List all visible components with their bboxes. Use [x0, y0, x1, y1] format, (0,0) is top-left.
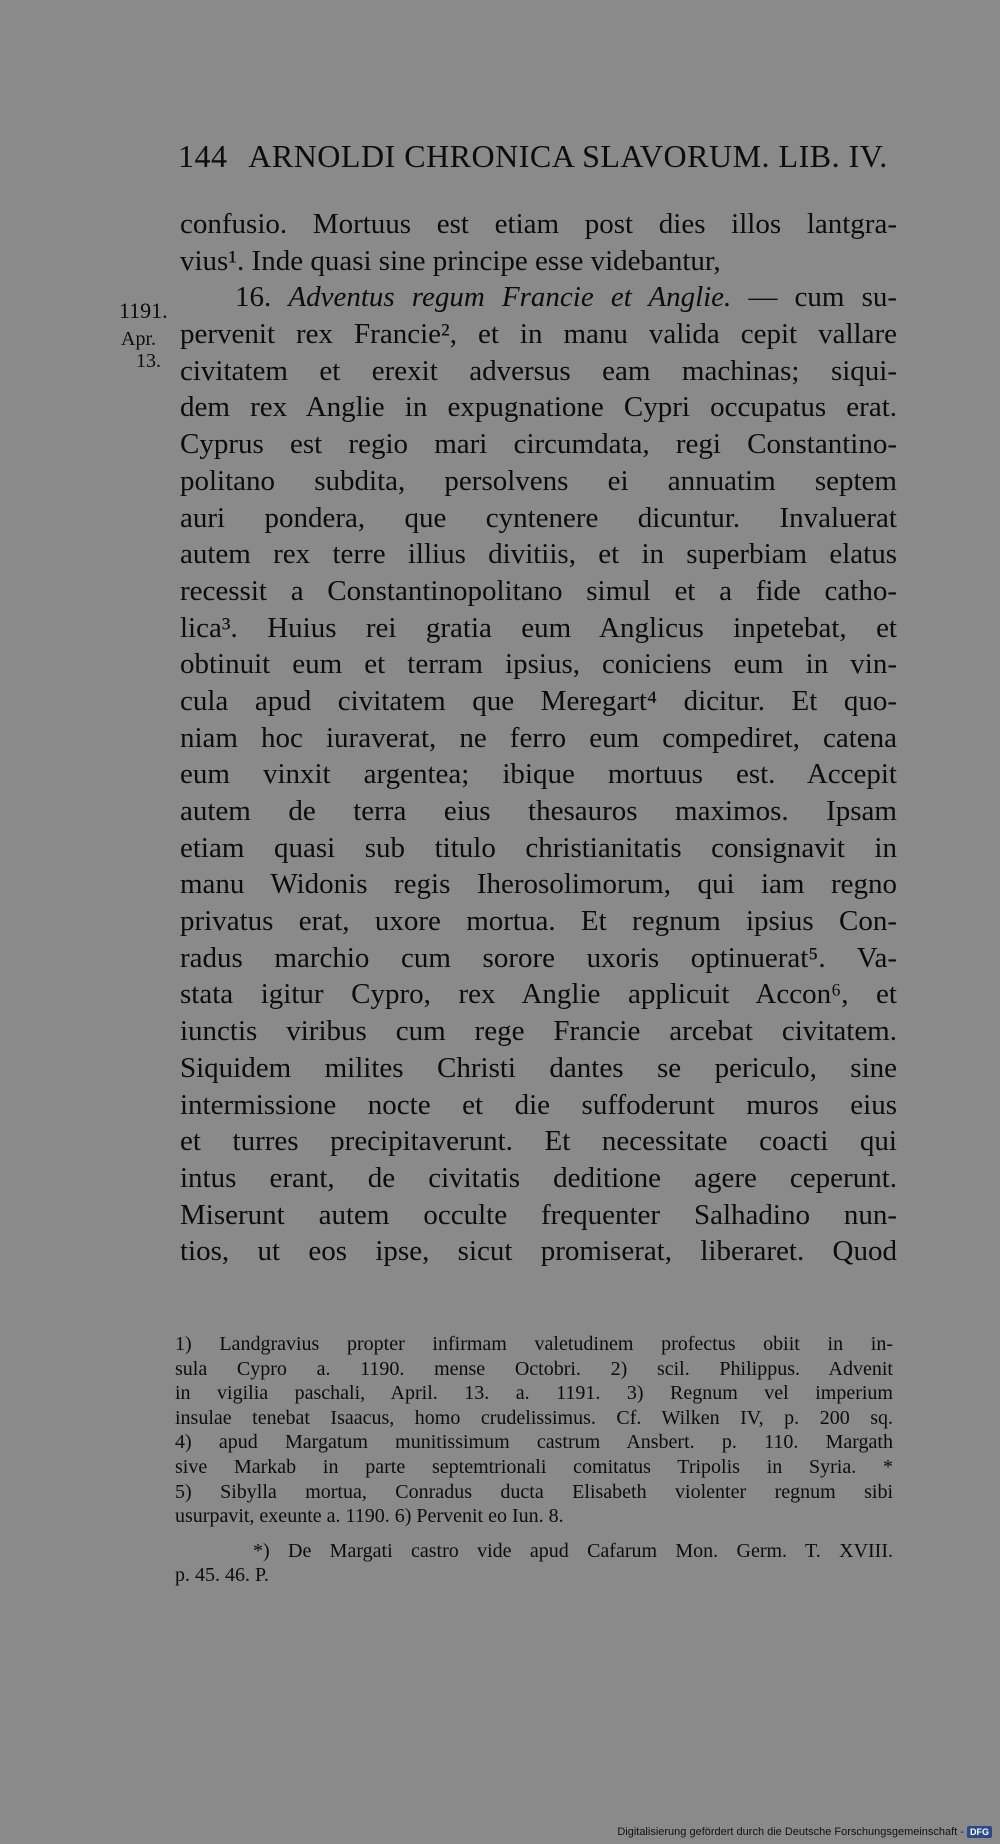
- text-line: confusio. Mortuus est etiam post dies illos lantgra-: [180, 208, 897, 240]
- section-number: 16.: [235, 281, 272, 314]
- text-line: etiam quasi sub titulo christianitatis consignavit in: [180, 831, 897, 864]
- text-line: cula apud civitatem que Meregart⁴ dicitur. Et quo-: [180, 684, 897, 717]
- digitization-credit: [617, 1826, 992, 1838]
- section-continuation: — cum su-: [748, 281, 898, 314]
- running-header: [178, 138, 902, 175]
- text-line: radus marchio cum sorore uxoris optinuerat⁵. Va-: [180, 941, 897, 974]
- footnote-line: 5) Sibylla mortua, Conradus ducta Elisabeth violenter regnum sibi: [175, 1480, 893, 1503]
- main-text: [180, 206, 897, 1270]
- text-line: stata igitur Cypro, rex Anglie applicuit Accon⁶, et: [180, 978, 897, 1011]
- footnote-line: 1) Landgravius propter infirmam valetudinem profectus obiit in in-: [175, 1333, 893, 1355]
- text-line: niam hoc iuraverat, ne ferro eum compediret, catena: [180, 721, 897, 754]
- text-line: autem rex terre illius divitiis, et in superbiam elatus: [180, 538, 897, 571]
- text-line: obtinuit eum et terram ipsius, coniciens eum in vin-: [180, 648, 897, 681]
- footnote-line: in vigilia paschali, April. 13. a. 1191. 3) Regnum vel imperium: [175, 1382, 893, 1405]
- text-line: intus erant, de civitatis deditione agere ceperunt.: [180, 1161, 897, 1194]
- margin-year: 1191.: [119, 298, 168, 323]
- text-line: eum vinxit argentea; ibique mortuus est. Accepit: [180, 758, 897, 791]
- text-line: politano subdita, persolvens ei annuatim septem: [180, 464, 897, 497]
- text-line: Miserunt autem occulte frequenter Salhadino nun-: [180, 1198, 897, 1231]
- editor-note-line: p. 45. 46. P.: [175, 1564, 269, 1587]
- text-line: privatus erat, uxore mortua. Et regnum ipsius Con-: [180, 905, 897, 938]
- footnote-line: 4) apud Margatum munitissimum castrum Ansbert. p. 110. Margath: [175, 1431, 893, 1454]
- text-line: civitatem et erexit adversus eam machinas; siqui-: [180, 354, 897, 387]
- margin-month: Apr.: [121, 328, 156, 350]
- text-line: vius¹. Inde quasi sine principe esse videbantur,: [180, 244, 721, 277]
- text-line: Cyprus est regio mari circumdata, regi Constantino-: [180, 428, 897, 461]
- footnotes: [175, 1332, 893, 1588]
- footnote-line: usurpavit, exeunte a. 1190. 6) Pervenit eo Iun. 8.: [175, 1505, 564, 1528]
- text-line: recessit a Constantinopolitano simul et a fide catho-: [180, 574, 897, 607]
- text-line: manu Widonis regis Iherosolimorum, qui iam regno: [180, 868, 897, 901]
- text-line: auri pondera, que cyntenere dicuntur. Invaluerat: [180, 501, 897, 534]
- footnote-line: sive Markab in parte septemtrionali comitatus Tripolis in Syria. *: [175, 1455, 893, 1478]
- section-title: Adventus regum Francie et Anglie.: [288, 281, 732, 314]
- text-line: Siquidem milites Christi dantes se periculo, sine: [180, 1051, 897, 1084]
- text-line: dem rex Anglie in expugnatione Cypri occupatus erat.: [180, 391, 897, 424]
- editor-note-line: *) De Margati castro vide apud Cafarum Mon. Germ. T. XVIII.: [253, 1539, 893, 1562]
- section-heading-line: [180, 279, 897, 316]
- text-line: iunctis viribus cum rege Francie arcebat civitatem.: [180, 1015, 897, 1048]
- dfg-logo-icon: DFG: [967, 1826, 992, 1838]
- footnote-line: sula Cypro a. 1190. mense Octobri. 2) scil. Philippus. Advenit: [175, 1357, 893, 1380]
- page-number: 144: [178, 138, 228, 174]
- margin-day: 13.: [136, 350, 161, 372]
- running-title: ARNOLDI CHRONICA SLAVORUM. LIB. IV.: [248, 138, 888, 174]
- text-line: pervenit rex Francie², et in manu valida cepit vallare: [180, 318, 897, 351]
- text-line: autem de terra eius thesauros maximos. Ipsam: [180, 795, 897, 827]
- text-line: et turres precipitaverunt. Et necessitate coacti qui: [180, 1125, 897, 1158]
- text-line: tios, ut eos ipse, sicut promiserat, liberaret. Quod: [180, 1235, 897, 1268]
- footnote-line: insulae tenebat Isaacus, homo crudelissimus. Cf. Wilken IV, p. 200 sq.: [175, 1406, 893, 1429]
- text-line: lica³. Huius rei gratia eum Anglicus inpetebat, et: [180, 611, 897, 644]
- digitization-note: Digitalisierung gefördert durch die Deutsche Forschungsgemeinschaft -: [617, 1826, 964, 1838]
- text-line: intermissione nocte et die suffoderunt muros eius: [180, 1088, 897, 1121]
